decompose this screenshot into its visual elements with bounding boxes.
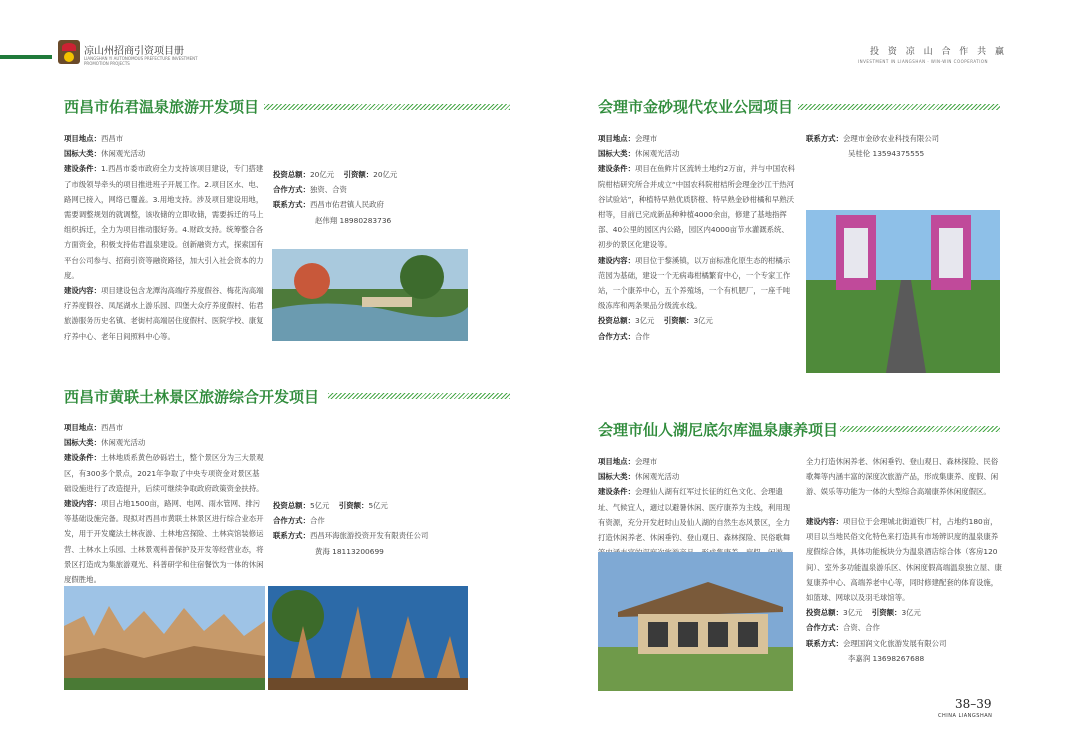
project-details-col2: 联系方式：会理市金砂农业科技有限公司 吴桂伦 13594375555 <box>806 134 940 159</box>
project-details-col2: 全力打造休闲养老、休闲垂钓、登山观日、森林探险、民俗歌舞等内涵丰富的深度次旅游产品，形成集康养、度假、闲游、娱乐等功能为一体的大型综合高端康养休闲度假区。 建设内容：项目位于会理城北街道铁厂村，占地约180亩，项目以当地民俗文化特色来打造具有市场辨识度的温泉康养度假综合体，具体功能板块分为温泉酒店综合体（客房120间）、室外多功能温泉游乐区、休闲度假高端温泉独立屋、康复康养中心、高端养老中心等，同时修建配套的体育设施，如篮球、网球以及羽毛球馆等。 投资总额：3亿元 引资额：3亿元 合作方式：合资、合作 联系方式：会理国润文化旅游发展有限公司 李嘉润 13698267688 <box>806 457 1002 663</box>
title-stripe <box>328 393 510 399</box>
header-slogan-en: INVESTMENT IN LIANGSHAN · WIN-WIN COOPERATION <box>858 59 989 64</box>
page-number: 38–39 <box>955 697 992 711</box>
project-title: 会理市金砂现代农业公园项目 <box>598 98 794 116</box>
hot-spring-resort-photo <box>598 552 793 691</box>
project-title: 西昌市黄联土林景区旅游综合开发项目 <box>64 388 320 406</box>
title-stripe <box>264 104 510 110</box>
earth-forest-photo-2 <box>268 586 468 690</box>
logo-icon <box>58 40 80 64</box>
project-details-col1: 项目地点：会理市 国标大类：休闲观光活动 建设条件：会理仙人湖有红军过长征的红色文化、会理遗址、气候宜人，適过以避暑休闲、医疗康养为主线，利用现有资源，充分开发赶时山及仙人湖的自然生态风景区，全力打造休闲养老、休闲垂钓、登山观日、森林探险、民俗歌舞 <box>598 457 791 543</box>
agriculture-park-photo <box>806 210 1000 373</box>
magazine-name: CHINA LIANGSHAN <box>938 713 993 719</box>
header-accent-bar <box>0 55 52 59</box>
header-slogan: 投 资 凉 山 合 作 共 赢 <box>870 47 1008 57</box>
header-subtitle: LIANGSHAN YI AUTONOMOUS PREFECTURE INVESTMENT PROMOTION PROJECTS <box>84 56 198 66</box>
project-details-col1: 项目地点：西昌市 国标大类：休闲观光活动 建设条件：土林地质系黄色砂砾岩土，整个景区分为三大景观区，有300多个景点，2021年争取了中央专项资金对景区基础设施进行了改造提升，后续可继续争取政府政策资金扶持。 建设内容：项目占地1500亩，路网、电网、雨水管网、排污等基础设施完备。现拟对西昌市黄联土林景区进行综合业态开发，用于开发魔法土林夜游、土林地宫探险、土林宾馆装修运营、土林水上乐园、土林景观科普保护及开发等经营业态，将景区打造成为集旅游观光、科普研学和住宿餐饮为一体的休闲度假胜地。 <box>64 423 264 585</box>
header-title: 凉山州招商引资项目册 <box>84 46 184 57</box>
hot-spring-photo <box>272 249 468 341</box>
title-stripe <box>840 426 1000 432</box>
project-details-col1: 项目地点：西昌市 国标大类：休闲观光活动 建设条件：1.西昌市委市政府全力支持该项目建设，专门搭建了市级领导牵头的项目推进班子开展工作。2.项目区水、电、路网已接入，网络已覆盖。3.用地支持。涉及项目建设用地，需要调整规划的就调整，该收储的立即收储，需要拆迁的马上组织拆迁，全力为项目推动服好务。4.财政支持。统筹整合各方面资金，积极支持佑君温泉建设。创新融资方式，探索国有平台公司参与、招商引资等融资路径，加大引入社会资本的力度。 建设内容：项目建设包含龙潭沟高端疗养度假谷、梅花沟高端疗养度假谷、凤尾湖水上游乐园、四堡大众疗养度假村、佑君旅游服务历史名镇、老街村高端居住度假村、医院学校、康复疗养中心、老年日间照料中心等。 <box>64 134 264 341</box>
project-details-col1: 项目地点：会理市 国标大类：休闲观光活动 建设条件：项目在鱼鲊片区流转土地约2万亩，并与中国农科院柑桔研究所合并成立“中国农科院柑桔所会理金沙江干热河谷试验站”，种植特早熟优质脐橙、特早熟金砂柑橘和早熟沃柑等，目前已完成新品种种植4000余亩，修建了基地指挥部、40公里的园区内公路，园区内4000亩节水灌溉系统、初步的景区化建设等。 建设内容：项目位于黎溪镇，以万亩标准化原生态的柑橘示范园为基础，建设一个无病毒柑橘繁育中心，一个专家工作站，一个康养中心，五个养殖场，一个有机肥厂，一座千吨级冻库和两条果品分级流水线。 投资总额：3亿元 引资额：3亿元 合作方式：合作 <box>598 134 795 341</box>
project-details-col2: 投资总额：20亿元 引资额：20亿元 合作方式：独资、合资 联系方式：西昌市佑君镇人民政府 赵伟翔 18980283736 <box>273 170 398 225</box>
title-stripe <box>798 104 1000 110</box>
earth-forest-photo <box>64 586 265 690</box>
project-details-col2: 投资总额：5亿元 引资额：5亿元 合作方式：合作 联系方式：西昌环海旅游投资开发有限责任公司 黄海 18113200699 <box>273 501 429 556</box>
project-title: 西昌市佑君温泉旅游开发项目 <box>64 98 260 116</box>
project-title: 会理市仙人湖尼底尔库温泉康养项目 <box>598 421 839 439</box>
